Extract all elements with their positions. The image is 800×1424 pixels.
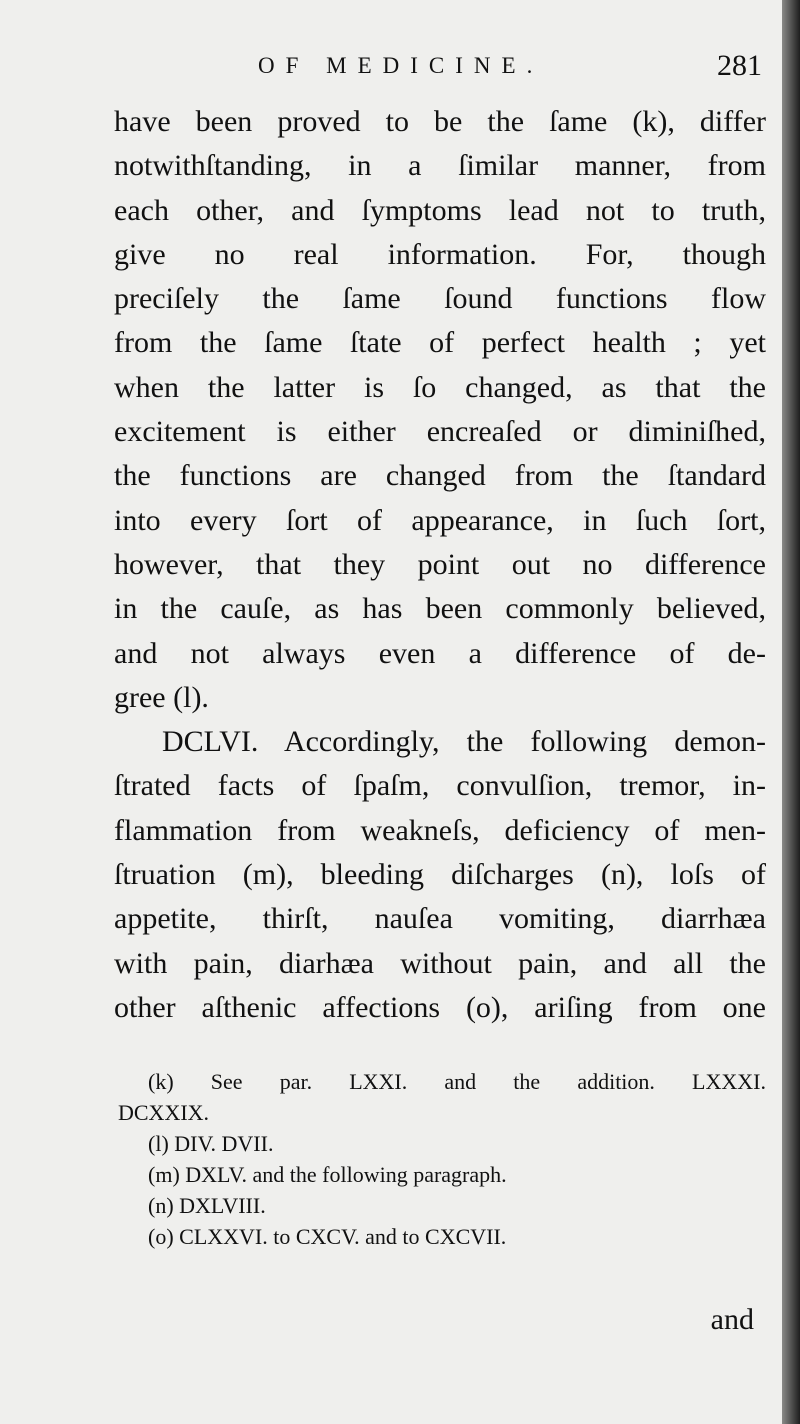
text-line: excitement is either encreaſed or diminiſhed, bbox=[114, 415, 766, 449]
footnote: (o) CLXXVI. to CXCV. and to CXCVII. bbox=[148, 1224, 507, 1249]
running-head: OF MEDICINE. bbox=[258, 53, 544, 78]
text-line: notwithſtanding, in a ſimilar manner, from bbox=[114, 149, 766, 183]
text-line: from the ſame ſtate of perfect health ; yet bbox=[114, 326, 766, 360]
text-line: other aſthenic affections (o), ariſing from one bbox=[114, 990, 766, 1024]
text-line: however, that they point out no difference bbox=[114, 547, 766, 581]
text-line: appetite, thirſt, nauſea vomiting, diarrhæa bbox=[114, 902, 766, 936]
text-line: in the cauſe, as has been commonly believed, bbox=[114, 592, 766, 626]
text-line: gree (l). bbox=[114, 680, 209, 714]
catchword: and bbox=[710, 1303, 754, 1336]
text-line: give no real information. For, though bbox=[114, 237, 766, 271]
text-line: ſtrated facts of ſpaſm, convulſion, tremor, in- bbox=[114, 769, 766, 803]
text-line: into every ſort of appearance, in ſuch ſort, bbox=[114, 503, 766, 537]
text-line: flammation from weakneſs, deficiency of men- bbox=[114, 813, 766, 847]
footnote: (m) DXLV. and the following paragraph. bbox=[148, 1162, 507, 1187]
footnote: (k) See par. LXXI. and the addition. LXXXI. bbox=[148, 1069, 766, 1094]
text-line: and not always even a difference of de- bbox=[114, 636, 766, 670]
text-line: have been proved to be the ſame (k), differ bbox=[114, 105, 766, 138]
footnotes bbox=[118, 1066, 766, 1252]
footnote-continuation: DCXXIX. bbox=[118, 1100, 210, 1125]
text-line: the functions are changed from the ſtandard bbox=[114, 459, 766, 493]
text-line: each other, and ſymptoms lead not to truth, bbox=[114, 193, 766, 227]
section-heading-line: DCLVI. Accordingly, the following demon- bbox=[162, 725, 766, 759]
page-header bbox=[258, 48, 768, 88]
page-edge-shadow bbox=[782, 0, 800, 1424]
page-number: 281 bbox=[717, 49, 762, 82]
text-line: preciſely the ſame ſound functions flow bbox=[114, 282, 766, 316]
text-line: ſtruation (m), bleeding diſcharges (n), loſs of bbox=[114, 858, 766, 892]
footnote: (l) DIV. DVII. bbox=[148, 1131, 274, 1156]
body-text bbox=[114, 100, 766, 1030]
footnote: (n) DXLVIII. bbox=[148, 1193, 266, 1218]
text-line: with pain, diarhæa without pain, and all the bbox=[114, 946, 766, 980]
text-line: when the latter is ſo changed, as that the bbox=[114, 370, 766, 404]
